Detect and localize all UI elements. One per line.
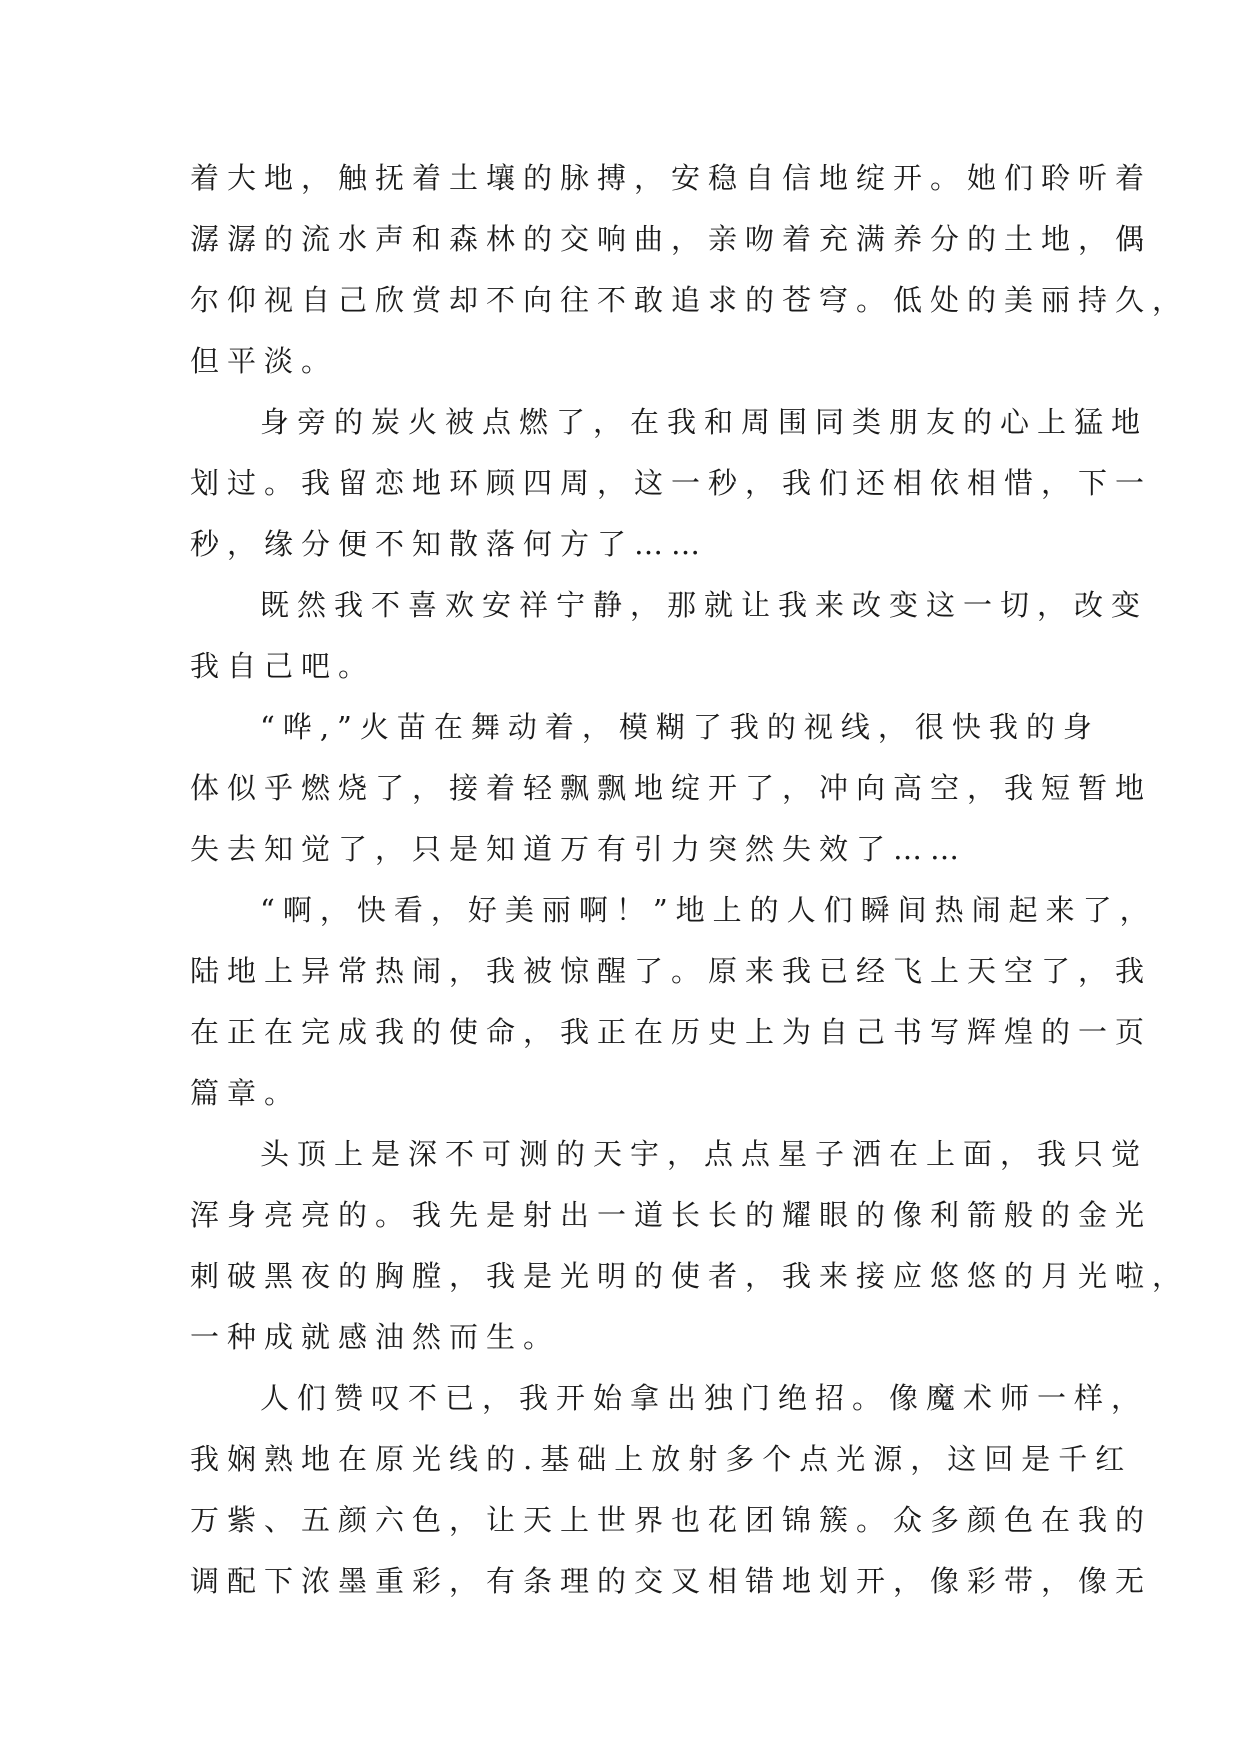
text-line: 陆地上异常热闹，我被惊醒了。原来我已经飞上天空了，我: [190, 954, 1153, 988]
text-line: 尔仰视自己欣赏却不向往不敢追求的苍穹。低处的美丽持久，: [190, 283, 1190, 317]
text-line: 我自己吧。: [190, 649, 376, 683]
paragraph-start-line: 身旁的炭火被点燃了，在我和周围同类朋友的心上猛地: [260, 405, 1149, 439]
text-line: 在正在完成我的使命，我正在历史上为自己书写辉煌的一页: [190, 1015, 1153, 1049]
text-line: 我娴熟地在原光线的.基础上放射多个点光源，这回是千红: [190, 1442, 1133, 1476]
text-line: 万紫、五颜六色，让天上世界也花团锦簇。众多颜色在我的: [190, 1503, 1153, 1537]
text-line: 刺破黑夜的胸膛，我是光明的使者，我来接应悠悠的月光啦，: [190, 1259, 1190, 1293]
paragraph-start-line: “啊，快看，好美丽啊！”地上的人们瞬间热闹起来了，: [260, 893, 1157, 927]
text-line: 体似乎燃烧了，接着轻飘飘地绽开了，冲向高空，我短暂地: [190, 771, 1153, 805]
text-line: 一种成就感油然而生。: [190, 1320, 561, 1354]
paragraph-start-line: “哗,”火苗在舞动着，模糊了我的视线，很快我的身: [260, 710, 1100, 744]
text-line: 失去知觉了，只是知道万有引力突然失效了……: [190, 832, 968, 866]
text-line: 调配下浓墨重彩，有条理的交叉相错地划开，像彩带，像无: [190, 1564, 1153, 1598]
body-text: [190, 158, 1190, 1622]
paragraph-start-line: 既然我不喜欢安祥宁静，那就让我来改变这一切，改变: [260, 588, 1149, 622]
text-line: 着大地，触抚着土壤的脉搏，安稳自信地绽开。她们聆听着: [190, 161, 1153, 195]
paragraph-start-line: 头顶上是深不可测的天宇，点点星子洒在上面，我只觉: [260, 1137, 1149, 1171]
text-line: 篇章。: [190, 1076, 302, 1110]
text-line: 秒，缘分便不知散落何方了……: [190, 527, 709, 561]
text-line: 划过。我留恋地环顾四周，这一秒，我们还相依相惜，下一: [190, 466, 1153, 500]
text-line: 但平淡。: [190, 344, 339, 378]
text-line: 潺潺的流水声和森林的交响曲，亲吻着充满养分的土地，偶: [190, 222, 1153, 256]
paragraph-start-line: 人们赞叹不已，我开始拿出独门绝招。像魔术师一样，: [260, 1381, 1149, 1415]
text-line: 浑身亮亮的。我先是射出一道长长的耀眼的像利箭般的金光: [190, 1198, 1153, 1232]
